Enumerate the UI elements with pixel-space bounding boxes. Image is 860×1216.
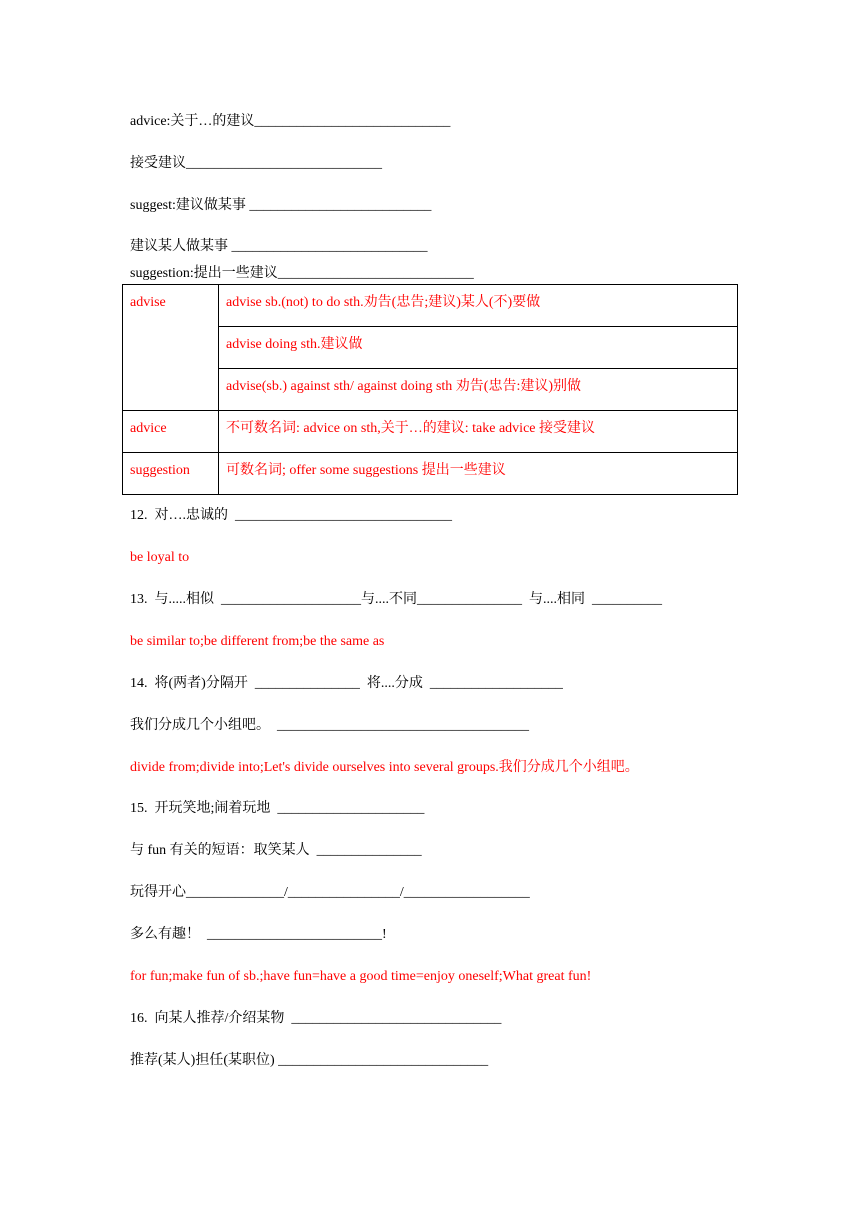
question-16: 16. 向某人推荐/介绍某物 ______________________________ — [130, 1011, 502, 1026]
usage-cell: 可数名词; offer some suggestions 提出一些建议 — [219, 453, 738, 495]
answer-15: for fun;make fun of sb.;have fun=have a good time=enjoy oneself;What great fun! — [130, 969, 592, 984]
prompt-advice-on: advice:关于…的建议____________________________ — [130, 114, 451, 129]
word-cell-suggestion: suggestion — [123, 453, 219, 495]
question-15-what-fun: 多么有趣！ _________________________! — [130, 927, 387, 942]
word-cell-advise: advise — [123, 285, 219, 411]
question-14: 14. 将(两者)分隔开 _______________ 将....分成 ___________________ — [130, 676, 563, 691]
question-15-have-fun: 玩得开心______________/________________/__________________ — [130, 885, 530, 900]
table-row — [123, 411, 738, 453]
question-12: 12. 对….忠诚的 _______________________________ — [130, 508, 452, 523]
answer-14: divide from;divide into;Let's divide ourselves into several groups.我们分成几个小组吧。 — [130, 760, 639, 775]
usage-cell: 不可数名词: advice on sth,关于…的建议: take advice 接受建议 — [219, 411, 738, 453]
table-row — [123, 285, 738, 327]
usage-cell: advise doing sth.建议做 — [219, 327, 738, 369]
question-13: 13. 与.....相似 ____________________与....不同_______________ 与....相同 __________ — [130, 592, 662, 607]
usage-cell: advise sb.(not) to do sth.劝告(忠告;建议)某人(不)要做 — [219, 285, 738, 327]
grammar-table — [122, 284, 738, 495]
question-16-recommend-position: 推荐(某人)担任(某职位) ______________________________ — [130, 1053, 489, 1068]
answer-12: be loyal to — [130, 550, 190, 565]
prompt-suggestion: suggestion:提出一些建议____________________________ — [130, 266, 474, 281]
question-15: 15. 开玩笑地;闹着玩地 _____________________ — [130, 801, 425, 816]
prompt-suggest-sb: 建议某人做某事 ____________________________ — [130, 239, 428, 254]
word-cell-advice: advice — [123, 411, 219, 453]
table-row — [123, 453, 738, 495]
answer-13: be similar to;be different from;be the same as — [130, 634, 385, 649]
prompt-suggest-doing: suggest:建议做某事 __________________________ — [130, 198, 432, 213]
usage-cell: advise(sb.) against sth/ against doing sth 劝告(忠告:建议)别做 — [219, 369, 738, 411]
question-15-fun-phrases: 与 fun 有关的短语：取笑某人 _______________ — [130, 843, 422, 858]
prompt-take-advice: 接受建议____________________________ — [130, 156, 382, 171]
question-14-sentence: 我们分成几个小组吧。 ____________________________________ — [130, 718, 529, 733]
